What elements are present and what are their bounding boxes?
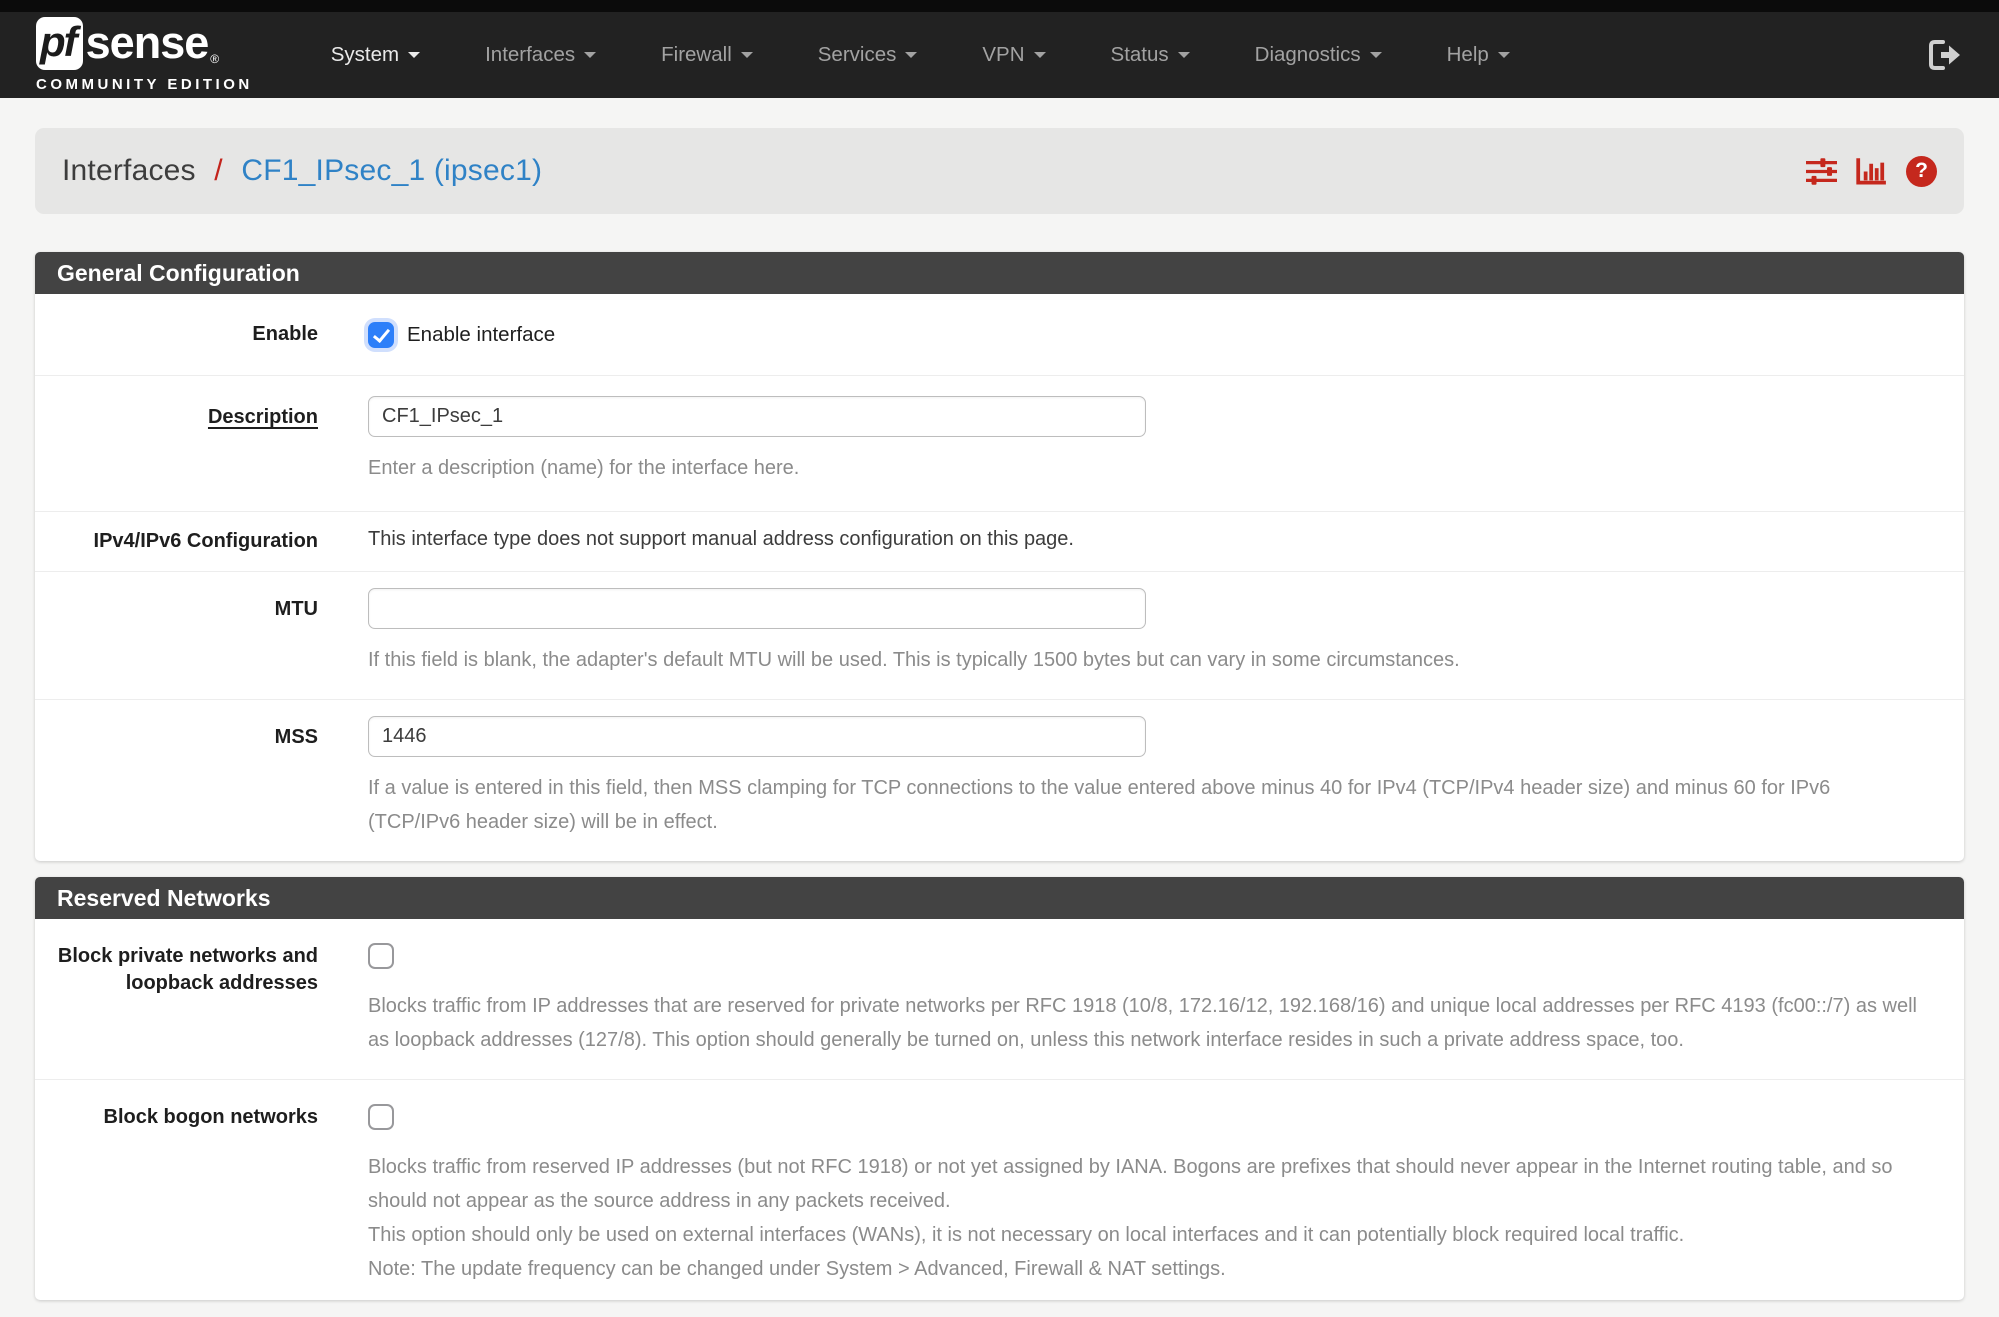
- menu-firewall-label: Firewall: [661, 43, 732, 66]
- ip-configuration-row: [35, 511, 1964, 571]
- block-private-checkbox[interactable]: [368, 943, 394, 969]
- ip-configuration-label: IPv4/IPv6 Configuration: [93, 530, 318, 552]
- block-bogon-help-line-1: Blocks traffic from reserved IP addresses (but not RFC 1918) or not yet assigned by IANA. Bogons are prefixes that should never appear in the Internet routing table, and so should not appear as the source address in any packets received.: [368, 1156, 1893, 1212]
- chevron-down-icon: [1370, 52, 1382, 58]
- navbar-right: [1927, 39, 1963, 71]
- chevron-down-icon: [1034, 52, 1046, 58]
- reserved-networks-panel: [35, 877, 1964, 1300]
- menu-vpn-label: VPN: [982, 43, 1025, 66]
- general-configuration-heading: General Configuration: [35, 252, 1964, 294]
- menu-firewall[interactable]: [661, 43, 753, 67]
- chevron-down-icon: [408, 52, 420, 58]
- pfsense-logo-row: [36, 17, 253, 70]
- mtu-help: If this field is blank, the adapter's default MTU will be used. This is typically 1500 bytes but can vary in some circumstances.: [368, 649, 1460, 671]
- block-private-row: [35, 919, 1964, 1079]
- breadcrumb-bar: [35, 128, 1964, 214]
- menu-interfaces[interactable]: [485, 43, 596, 67]
- chevron-down-icon: [905, 52, 917, 58]
- block-bogon-help-line-3: Note: The update frequency can be changed under System > Advanced, Firewall & NAT settings.: [368, 1258, 1226, 1280]
- menu-help[interactable]: [1447, 43, 1510, 67]
- breadcrumb-current-page[interactable]: CF1_IPsec_1 (ipsec1): [241, 154, 543, 187]
- menu-diagnostics-label: Diagnostics: [1254, 43, 1361, 66]
- chevron-down-icon: [1178, 52, 1190, 58]
- menu-help-label: Help: [1446, 43, 1489, 66]
- block-bogon-checkbox[interactable]: [368, 1104, 394, 1130]
- breadcrumb-separator: /: [214, 154, 223, 187]
- description-content: [368, 396, 1964, 485]
- enable-interface-label: Enable interface: [407, 322, 556, 346]
- top-navbar: [0, 12, 1999, 98]
- mss-help: If a value is entered in this field, then MSS clamping for TCP connections to the value entered above minus 40 for IPv4 (TCP/IPv4 header size) and minus 60 for IPv6 (TCP/IPv6 header size) will be in effect.: [368, 777, 1831, 833]
- menu-status[interactable]: [1111, 43, 1190, 67]
- menu-system[interactable]: [331, 43, 420, 67]
- menu-vpn[interactable]: [982, 43, 1045, 67]
- mss-content: [368, 716, 1964, 839]
- enable-interface-checkbox[interactable]: [368, 322, 394, 348]
- enable-checkbox-group: [368, 322, 1924, 348]
- mss-label: MSS: [274, 726, 318, 748]
- block-private-help: Blocks traffic from IP addresses that are reserved for private networks per RFC 1918 (10/8, 172.16/12, 192.168/16) and unique local addresses per RFC 4193 (fc00::/7) as well as loopback addresses (127/8). This option should generally be turned on, unless this network interface resides in such a private address space, too.: [368, 995, 1917, 1051]
- description-row: [35, 375, 1964, 511]
- mss-row: [35, 699, 1964, 861]
- chevron-down-icon: [584, 52, 596, 58]
- block-bogon-help: [368, 1150, 1924, 1286]
- block-bogon-row: [35, 1079, 1964, 1300]
- block-bogon-help-line-2: This option should only be used on external interfaces (WANs), it is not necessary on local interfaces and it can potentially block required local traffic.: [368, 1224, 1685, 1246]
- description-help: Enter a description (name) for the interface here.: [368, 457, 800, 479]
- menu-status-label: Status: [1110, 43, 1169, 66]
- registered-mark: ®: [210, 52, 220, 66]
- block-bogon-label: Block bogon networks: [103, 1106, 318, 1128]
- mss-input[interactable]: [368, 716, 1146, 757]
- chevron-down-icon: [741, 52, 753, 58]
- pfsense-logo[interactable]: [36, 17, 253, 93]
- mtu-content: [368, 588, 1964, 677]
- breadcrumb-actions: [1806, 156, 1937, 187]
- block-private-content: [368, 943, 1964, 1057]
- enable-row: [35, 294, 1964, 375]
- monitoring-chart-icon[interactable]: [1856, 157, 1887, 186]
- description-input[interactable]: [368, 396, 1146, 437]
- help-icon[interactable]: ?: [1906, 156, 1937, 187]
- mtu-label: MTU: [274, 598, 318, 620]
- pfsense-logo-pf: pf: [36, 17, 83, 70]
- block-bogon-content: [368, 1104, 1964, 1286]
- reserved-networks-heading: Reserved Networks: [35, 877, 1964, 919]
- ip-configuration-text: This interface type does not support manual address configuration on this page.: [368, 528, 1074, 550]
- description-label-text: Description: [207, 406, 318, 428]
- enable-content: [368, 322, 1964, 348]
- menu-services[interactable]: [818, 43, 918, 67]
- window-top-strip: [0, 0, 1999, 12]
- main-menu: [331, 43, 1575, 67]
- mtu-row: [35, 571, 1964, 699]
- menu-services-label: Services: [817, 43, 897, 66]
- chevron-down-icon: [1498, 52, 1510, 58]
- breadcrumb: [62, 154, 542, 188]
- description-label: [35, 396, 368, 485]
- menu-diagnostics[interactable]: [1255, 43, 1382, 67]
- pfsense-logo-sense: sense: [85, 17, 209, 68]
- breadcrumb-section: Interfaces: [62, 154, 196, 187]
- mtu-input[interactable]: [368, 588, 1146, 629]
- block-private-label: Block private networks and loopback addresses: [57, 945, 318, 994]
- interface-settings-sliders-icon[interactable]: [1806, 157, 1837, 186]
- logout-icon[interactable]: [1927, 39, 1963, 71]
- page-content: [0, 98, 1999, 1300]
- menu-interfaces-label: Interfaces: [485, 43, 576, 66]
- enable-label: Enable: [252, 323, 318, 345]
- general-configuration-panel: [35, 252, 1964, 861]
- community-edition-label: COMMUNITY EDITION: [36, 76, 253, 93]
- menu-system-label: System: [330, 43, 400, 66]
